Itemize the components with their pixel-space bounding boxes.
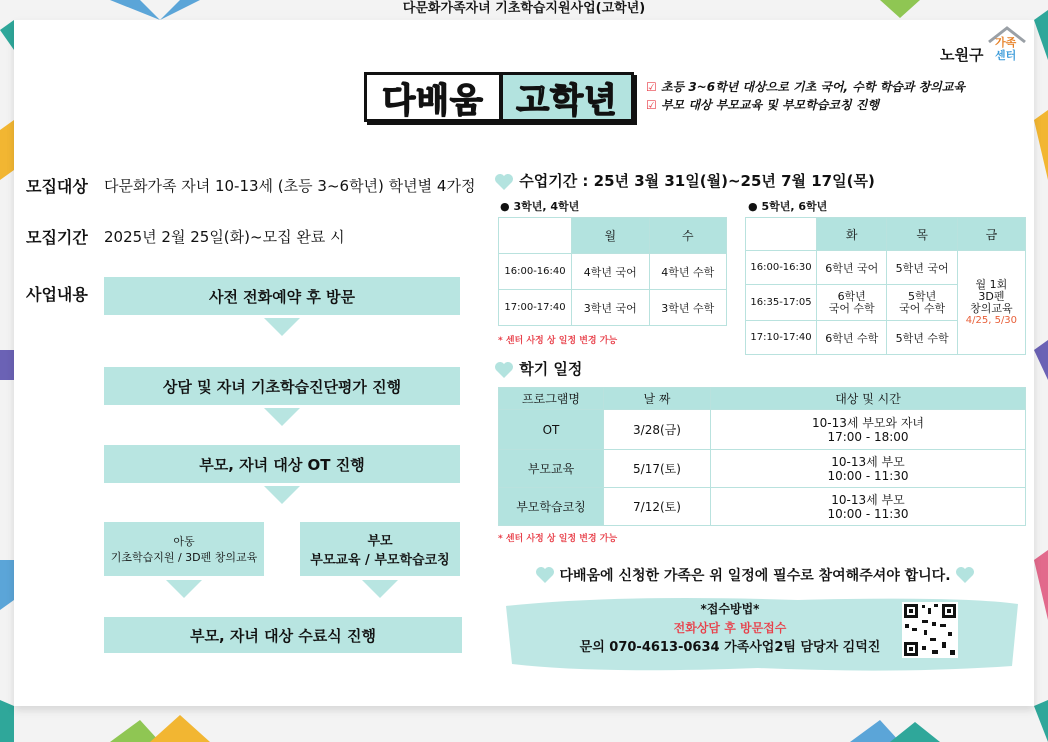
method-text: 전화상담 후 방문접수 [673, 621, 787, 635]
flow-step-3: 부모, 자녀 대상 OT 진행 [104, 445, 460, 483]
heart-icon [494, 361, 514, 379]
table-row: 부모교육 5/17(토) 10-13세 부모 10:00 - 11:30 [499, 450, 1026, 488]
schedule-table-2 [745, 217, 1026, 355]
flow-arrow-icon [362, 580, 398, 598]
org-name: 노원구 [940, 46, 984, 64]
table-header: 화 [817, 218, 887, 251]
table-row: 17:10-17:40 6학년 수학 5학년 수학 [746, 321, 1026, 355]
table-row: 16:35-17:05 6학년 국어 수학 5학년 국어 수학 [746, 285, 1026, 321]
table-header: 날 짜 [604, 388, 711, 410]
schedule-note: * 센터 사정 상 일정 변경 가능 [498, 336, 618, 346]
check-item: ☑ 초등 3~6학년 대상으로 기초 국어, 수학 학습과 창의교육 [646, 80, 965, 94]
program-title-b: 고학년 [500, 72, 634, 122]
table-row: 부모학습코칭 7/12(토) 10-13세 부모 10:00 - 11:30 [499, 488, 1026, 526]
table-header: 금 [957, 218, 1025, 251]
table-header: 목 [887, 218, 957, 251]
contact-info: 문의 070-4613-0634 가족사업2팀 담당자 김덕진 [579, 640, 881, 655]
top-title: 다문화가족자녀 기초학습지원사업(고학년) [402, 1, 646, 16]
flow-arrow-icon [264, 318, 300, 336]
family-center-logo: 가족 센터 [985, 24, 1029, 68]
program-title-a: 다배움 [364, 72, 502, 122]
flow-arrow-icon [264, 486, 300, 504]
table-header: 월 [572, 218, 650, 254]
flow-step-2: 상담 및 자녀 기초학습진단평가 진행 [104, 367, 460, 405]
table-row: 17:00-17:40 3학년 국어 3학년 수학 [499, 290, 727, 326]
flow-arrow-icon [166, 580, 202, 598]
child-title: 아동 [173, 535, 195, 548]
table-corner [746, 218, 817, 251]
checklist [646, 78, 965, 114]
info-value-period: 2025년 2월 25일(화)~모집 완료 시 [104, 228, 345, 246]
parent-sub: 부모교육 / 부모학습코칭 [310, 553, 450, 568]
heart-icon [535, 566, 555, 584]
heart-icon [955, 566, 975, 584]
semester-note: * 센터 사정 상 일정 변경 가능 [498, 534, 618, 544]
friday-cell: 월 1회 3D펜 창의교육 4/25, 5/30 [957, 251, 1025, 355]
table-row: OT 3/28(금) 10-13세 부모와 자녀 17:00 - 18:00 [499, 410, 1026, 450]
qr-code-icon[interactable] [902, 602, 958, 658]
flow-arrow-icon [264, 408, 300, 426]
table-corner [499, 218, 572, 254]
child-sub: 기초학습지원 / 3D펜 창의교육 [110, 551, 258, 564]
flow-step-1: 사전 전화예약 후 방문 [104, 277, 460, 315]
checkbox-icon: ☑ [646, 98, 657, 112]
flow-step-5: 부모, 자녀 대상 수료식 진행 [104, 617, 462, 653]
table-header: 수 [649, 218, 727, 254]
info-value-target: 다문화가족 자녀 10-13세 (초등 3~6학년) 학년별 4가정 [104, 177, 476, 195]
semester-heading: 학기 일정 [494, 358, 582, 379]
semester-table [498, 387, 1026, 526]
application-method [560, 600, 900, 657]
table-row: 16:00-16:30 6학년 국어 5학년 국어 월 1회 3D펜 창의교육 4/25, 5/30 [746, 251, 1026, 285]
flow-step-4-parent [300, 522, 460, 576]
table-header: 프로그램명 [499, 388, 604, 410]
group-1-label: ● 3학년, 4학년 [500, 200, 580, 213]
info-label-target: 모집대상 [26, 177, 88, 196]
checkbox-icon: ☑ [646, 80, 657, 94]
info-label-period: 모집기간 [26, 228, 88, 247]
group-2-label: ● 5학년, 6학년 [748, 200, 828, 213]
table-header: 대상 및 시간 [711, 388, 1026, 410]
schedule-heading: 수업기간 : 25년 3월 31일(월)~25년 7월 17일(목) [494, 170, 875, 191]
parent-title: 부모 [367, 534, 393, 549]
method-title: *접수방법* [700, 602, 760, 616]
check-item: ☑ 부모 대상 부모교육 및 부모학습코칭 진행 [646, 98, 879, 112]
info-label-content: 사업내용 [26, 285, 88, 304]
schedule-table-1 [498, 217, 727, 326]
table-row: 16:00-16:40 4학년 국어 4학년 수학 [499, 254, 727, 290]
flow-step-4-child [104, 522, 264, 576]
notice: 다배움에 신청한 가족은 위 일정에 필수로 참여해주셔야 합니다. [522, 565, 988, 585]
heart-icon [494, 173, 514, 191]
